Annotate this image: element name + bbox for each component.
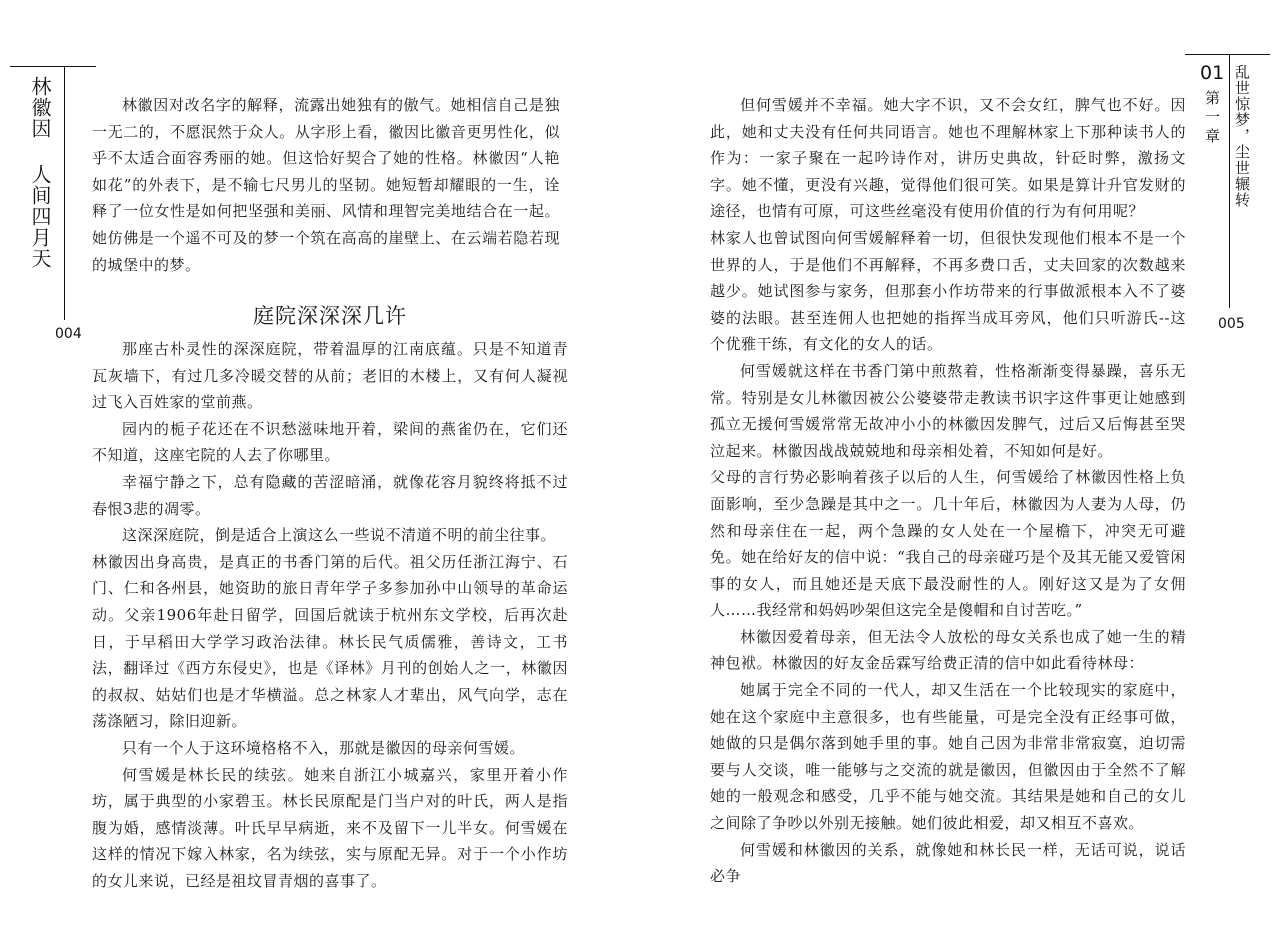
body-paragraph: 这深深庭院，倒是适合上演这么一些说不清道不明的前尘往事。 xyxy=(122,526,557,545)
running-book-title: 林徽因 人间四月天 xyxy=(28,76,52,269)
body-paragraph: 林徽因爱着母亲，但无法令人放松的母女关系也成了她一生的精神包袱。林徽因的好友金岳霖写给费正清的信中如此看待林母： xyxy=(710,627,1186,673)
left-body-text xyxy=(92,336,568,894)
margin-rule xyxy=(1229,54,1230,308)
right-body-text xyxy=(710,92,1186,890)
header-rule xyxy=(10,66,96,67)
chapter-label: 第一章 xyxy=(1203,90,1221,147)
body-paragraph: 何雪媛就这样在书香门第中煎熬着，性格渐渐变得暴躁，喜乐无常。特别是女儿林徽因被公公婆婆带走教读书识字这件事更让她感到孤立无援何雪媛常常无故冲小小的林徽因发脾气，过后又后悔甚至哭泣起来。林徽因战战兢兢地和母亲相处着，不知如何是好。 xyxy=(710,361,1186,460)
chapter-title: 乱世惊梦，尘世辗转 xyxy=(1233,64,1251,208)
body-paragraph: 父母的言行势必影响着孩子以后的人生，何雪媛给了林徽因性格上负面影响，至少急躁是其中之一。几十年后，林徽因为人妻为人母，仍然和母亲住在一起，两个急躁的女人处在一个屋檐下，冲突无可避免。她在给好友的信中说：“我自己的母亲碰巧是个及其无能又爱管闲事的女人，而且她还是天底下最没耐性的人。刚好这又是为了女佣人……我经常和妈妈吵架但这完全是傻帽和自讨苦吃。” xyxy=(710,468,1186,620)
intro-text xyxy=(92,92,560,278)
body-paragraph: 但何雪媛并不幸福。她大字不识，又不会女红，脾气也不好。因此，她和丈夫没有任何共同语言。她也不理解林家上下那种读书人的作为：一家子聚在一起吟诗作对，讲历史典故，针砭时弊，激扬文字。她不懂，更没有兴趣，觉得他们很可笑。如果是算计升官发财的途径，也情有可原，可这些丝毫没有使用价值的行为有何用呢？ xyxy=(710,96,1186,221)
section-title: 庭院深深深几许 xyxy=(253,304,407,328)
page-number: 005 xyxy=(1218,316,1245,332)
body-paragraph: 那座古朴灵性的深深庭院，带着温厚的江南底蕴。只是不知道青瓦灰墙下，有过几多冷暖交替的从前；老旧的木楼上，又有何人凝视过飞入百姓家的堂前燕。 xyxy=(92,340,568,412)
body-paragraph: 她属于完全不同的一代人，却又生活在一个比较现实的家庭中，她在这个家庭中主意很多，也有些能量，可是完全没有正经事可做，她做的只是偶尔落到她手里的事。她自己因为非常非常寂寞，迫切需要与人交谈，唯一能够与之交流的就是徽因，但徽因由于全然不了解她的一般观念和感受，几乎不能与她交流。其结果是她和自己的女儿之间除了争吵以外别无接触。她们彼此相爱，却又相互不喜欢。 xyxy=(710,681,1186,833)
right-page xyxy=(640,0,1280,937)
body-paragraph: 林家人也曾试图向何雪媛解释着一切，但很快发现他们根本不是一个世界的人，于是他们不再解释，不再多费口舌，丈夫回家的次数越来越少。她试图参与家务，但那套小作坊带来的行事做派根本入不了婆婆的法眼。甚至连佣人也把她的指挥当成耳旁风，他们只听游氏--这个优雅干练，有文化的女人的话。 xyxy=(710,228,1186,354)
body-paragraph: 林徽因出身高贵，是真正的书香门第的后代。祖父历任浙江海宁、石门、仁和各州县，她资助的旅日青年学子多参加孙中山领导的革命运动。父亲1906年赴日留学，回国后就读于杭州东文学校，后再次赴日，于早稻田大学学习政治法律。林长民气质儒雅，善诗文，工书法，翻译过《西方东侵史》，也是《译林》月刊的创始人之一，林徽因的叔叔、姑姑们也是才华横溢。总之林家人才辈出，风气向学，志在荡涤陋习，除旧迎新。 xyxy=(92,552,568,731)
margin-rule xyxy=(64,66,65,320)
body-paragraph: 幸福宁静之下，总有隐藏的苦涩暗涌，就像花容月貌终将抵不过春恨3悲的凋零。 xyxy=(92,472,568,518)
intro-paragraph: 林徽因对改名字的解释，流露出她独有的傲气。她相信自己是独一无二的，不愿泯然于众人。从字形上看，徽因比徽音更男性化，似乎不太适合面容秀丽的她。但这恰好契合了她的性格。林徽因“人艳如花”的外表下，是不输七尺男儿的坚韧。她短暂却耀眼的一生，诠释了一位女性是如何把坚强和美丽、风情和理智完美地结合在一起。她仿佛是一个遥不可及的梦一个筑在高高的崖壁上、在云端若隐若现的城堡中的梦。 xyxy=(92,96,560,274)
page-number: 004 xyxy=(55,326,82,342)
body-paragraph: 何雪媛和林徽因的关系，就像她和林长民一样，无话可说，说话必争 xyxy=(710,840,1186,886)
chapter-number: 01 xyxy=(1200,62,1225,84)
header-rule xyxy=(1185,54,1270,55)
body-paragraph: 只有一个人于这环境格格不入，那就是徽因的母亲何雪媛。 xyxy=(122,738,526,757)
body-paragraph: 何雪媛是林长民的续弦。她来自浙江小城嘉兴，家里开着小作坊，属于典型的小家碧玉。林长民原配是门当户对的叶氏，两人是指腹为婚，感情淡薄。叶氏早早病逝，来不及留下一儿半女。何雪媛在这样的情况下嫁入林家，名为续弦，实与原配无异。对于一个小作坊的女儿来说，已经是祖坟冒青烟的喜事了。 xyxy=(92,765,568,890)
body-paragraph: 园内的栀子花还在不识愁滋味地开着，梁间的燕雀仍在，它们还不知道，这座宅院的人去了你哪里。 xyxy=(92,419,568,465)
